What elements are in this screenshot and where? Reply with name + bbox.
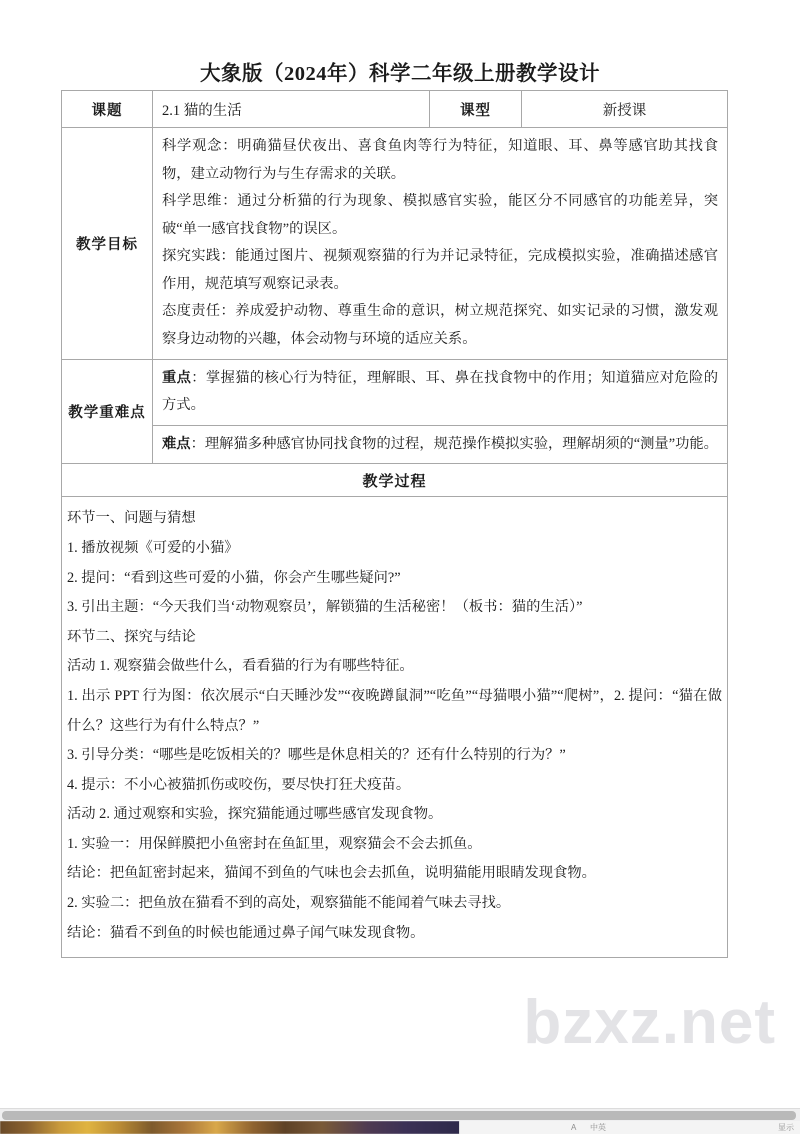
objectives-cell — [153, 128, 728, 360]
table-row-process-body — [62, 497, 728, 958]
process-header-label: 教学过程 — [62, 464, 728, 497]
objective-item: 科学思维：通过分析猫的行为现象、模拟感官实验，能区分不同感官的功能差异，突破“单一感官找食物”的误区。 — [162, 193, 718, 237]
objective-item: 态度责任：养成爱护动物、尊重生命的意识，树立规范探究、如实记录的习惯，激发观察身边动物的兴趣，体会动物与环境的适应关系。 — [162, 303, 718, 348]
page-title: 大象版（2024年）科学二年级上册教学设计 — [200, 63, 600, 85]
objectives-list — [153, 128, 727, 359]
table-row-objectives — [62, 128, 728, 360]
process-line: 环节一、问题与猜想 — [67, 510, 196, 527]
difficult-point-block — [153, 425, 727, 464]
difficult-point-prefix: 难点 — [162, 435, 191, 452]
process-line: 2. 实验二：把鱼放在猫看不到的高处，观察猫能不能闻着气味去寻找。 — [67, 895, 511, 912]
objectives-label: 教学目标 — [62, 128, 153, 360]
ime-indicator-icon[interactable]: A — [571, 1123, 577, 1132]
process-line: 环节二、探究与结论 — [67, 628, 196, 645]
process-line: 1. 播放视频《可爱的小猫》 — [67, 539, 239, 556]
taskbar — [0, 1121, 800, 1134]
key-point-text — [162, 365, 718, 420]
process-line: 1. 出示 PPT 行为图：依次展示“白天睡沙发”“夜晚蹲鼠洞”“吃鱼”“母猫喂小猫”“爬树”，2. 提问：“猫在做什么？这些行为有什么特点？” — [67, 687, 722, 734]
lesson-plan-table — [61, 90, 728, 958]
key-point-block — [153, 360, 727, 425]
process-line: 结论：猫看不到鱼的时候也能通过鼻子闻气味发现食物。 — [67, 924, 425, 941]
horizontal-scrollbar[interactable] — [0, 1108, 800, 1122]
key-point-prefix: 重点 — [162, 369, 192, 386]
process-line: 活动 1. 观察猫会做些什么，看看猫的行为有哪些特征。 — [67, 658, 414, 675]
process-line: 1. 实验一：用保鲜膜把小鱼密封在鱼缸里，观察猫会不会去抓鱼。 — [67, 835, 482, 852]
scrollbar-thumb[interactable] — [2, 1111, 796, 1120]
keypoints-label: 教学重难点 — [62, 359, 153, 464]
lesson-type-label: 课型 — [430, 91, 522, 128]
key-point-body: ：掌握猫的核心行为特征，理解眼、耳、鼻在找食物中的作用；知道猫应对危险的方式。 — [162, 369, 718, 414]
topic-label: 课题 — [62, 91, 153, 128]
process-steps — [62, 497, 727, 957]
taskbar-wallpaper-strip — [0, 1121, 460, 1134]
table-row-process-header — [62, 464, 728, 497]
keypoints-cell — [153, 359, 728, 464]
process-line: 结论：把鱼缸密封起来，猫闻不到鱼的气味也会去抓鱼，说明猫能用眼睛发现食物。 — [67, 865, 596, 882]
table-row-keypoints — [62, 359, 728, 464]
topic-value: 2.1 猫的生活 — [153, 91, 430, 128]
difficult-point-body: ：理解猫多种感官协同找食物的过程，规范操作模拟实验，理解胡须的“测量”功能。 — [190, 435, 718, 452]
lesson-type-value: 新授课 — [522, 91, 728, 128]
process-body-cell — [62, 497, 728, 958]
process-line: 3. 引出主题：“今天我们当‘动物观察员’，解锁猫的生活秘密！（板书：猫的生活）” — [67, 599, 583, 616]
difficult-point-text — [162, 431, 718, 459]
objective-item: 探究实践：能通过图片、视频观察猫的行为并记录特征，完成模拟实验，准确描述感官作用，规范填写观察记录表。 — [162, 248, 718, 292]
objective-item: 科学观念：明确猫昼伏夜出、喜食鱼肉等行为特征，知道眼、耳、鼻等感官助其找食物，建立动物行为与生存需求的关联。 — [162, 138, 718, 182]
site-watermark: bzxz.net — [523, 988, 776, 1057]
ime-mode-label[interactable]: 中英 — [590, 1123, 606, 1132]
show-desktop-label[interactable]: 显示 — [778, 1123, 794, 1132]
process-line: 2. 提问：“看到这些可爱的小猫，你会产生哪些疑问?” — [67, 569, 401, 586]
taskbar-tray — [459, 1121, 800, 1134]
process-line: 活动 2. 通过观察和实验，探究猫能通过哪些感官发现食物。 — [67, 806, 443, 823]
process-line: 3. 引导分类：“哪些是吃饭相关的？哪些是休息相关的？还有什么特别的行为？” — [67, 747, 566, 764]
table-row-topic — [62, 91, 728, 128]
process-line: 4. 提示：不小心被猫抓伤或咬伤，要尽快打狂犬疫苗。 — [67, 776, 411, 793]
